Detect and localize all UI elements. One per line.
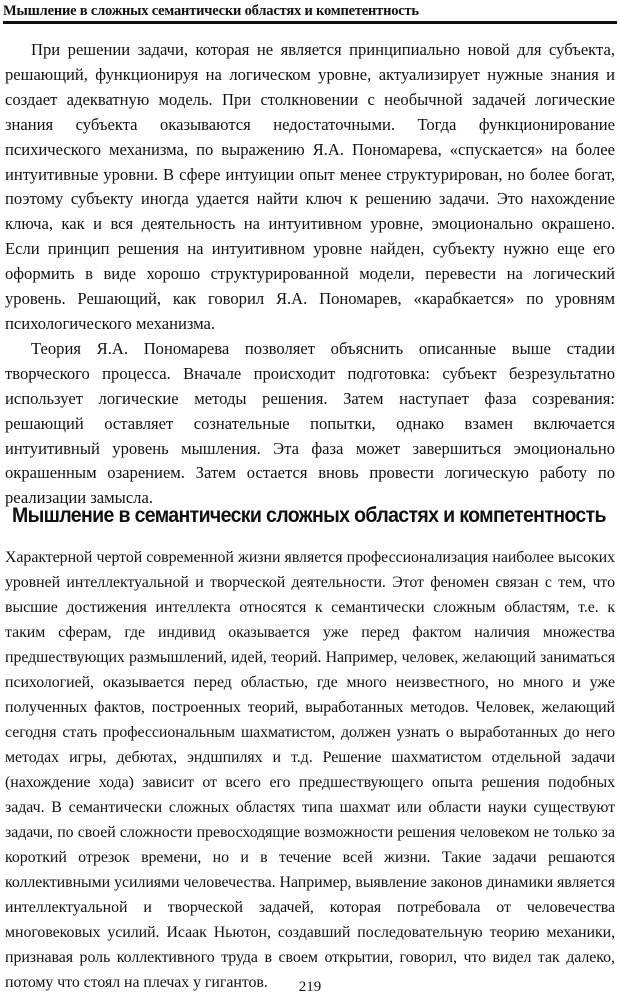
header-rule [3,21,617,24]
paragraph-creative-stages: Теория Я.А. Пономарева позволяет объяснить описанные выше стадии творческого процесса. Вначале происходит подготовка: субъект безрезультатно использует логические методы решения. Затем наступает фаза созревания: решающий оставляет сознательные попытки, однако взамен включается интуитивный уровень мышления. Эта фаза может завершиться эмоционально окрашенным озарением. Затем остается вновь провести логическую работу по реализации замысла. [5,338,615,508]
top-text-block [5,38,615,511]
paragraph-semantic-domains: Характерной чертой современной жизни является профессионализация наиболее высоких уровней интеллектуальной и творческой деятельности. Этот феномен связан с тем, что высшие достижения интеллекта относятся к семантически сложным областям, т.е. к таким сферам, где индивид оказывается уже перед фактом наличия множества предшествующих размышлений, идей, теорий. Например, человек, желающий заниматься психологией, оказывается перед областью, где много неизвестного, но много и уже полученных фактов, построенных теорий, выработанных методов. Человек, желающий сегодня стать профессиональным шахматистом, должен узнать о выработанных до него методах игры, дебютах, эндшпилях и т.д. Решение шахматистом отдельной задачи (нахождение хода) зависит от всего его предшествующего опыта решения подобных задач. В семантически сложных областях типа шахмат или области науки существуют задачи, по своей сложности превосходящие возможности решения человеком не только за короткий отрезок времени, но и в течение всей жизни. Такие задачи решаются коллективными усилиями человечества. Например, выявление законов динамики является интеллектуальной и творческой задачей, которая потребовала от человечества многовековых усилий. Исаак Ньютон, создавший последовательную теорию механики, признавая роль коллективного труда в своем открытии, говорил, что видел так далеко, потому что стоял на плечах у гигантов. [5,549,615,991]
section-title: Мышление в семантически сложных областях и компетентность [12,504,606,527]
running-head: Мышление в сложных семантически областях и компетентность [3,3,419,19]
section-text-block [5,545,615,995]
page-number: 219 [298,979,322,995]
paragraph-ponomarev-levels: При решении задачи, которая не является принципиально новой для субъекта, решающий, функционируя на логическом уровне, актуализирует нужные знания и создает адекватную модель. При столкновении с необычной задачей логические знания субъекта оказываются недостаточными. Тогда функционирование психического механизма, по выражению Я.А. Пономарева, «спускается» на более интуитивные уровни. В сфере интуиции опыт менее структурирован, но более богат, поэтому субъекту иногда удается найти ключ к решению задачи. Это нахождение ключа, как и вся деятельность на интуитивном уровне, эмоционально окрашено. Если принцип решения на интуитивном уровне найден, субъекту нужно еще его оформить в виде хорошо структурированной модели, перевести на логический уровень. Решающий, как говорил Я.А. Пономарев, «карабкается» по уровням психологического механизма. [5,40,615,333]
